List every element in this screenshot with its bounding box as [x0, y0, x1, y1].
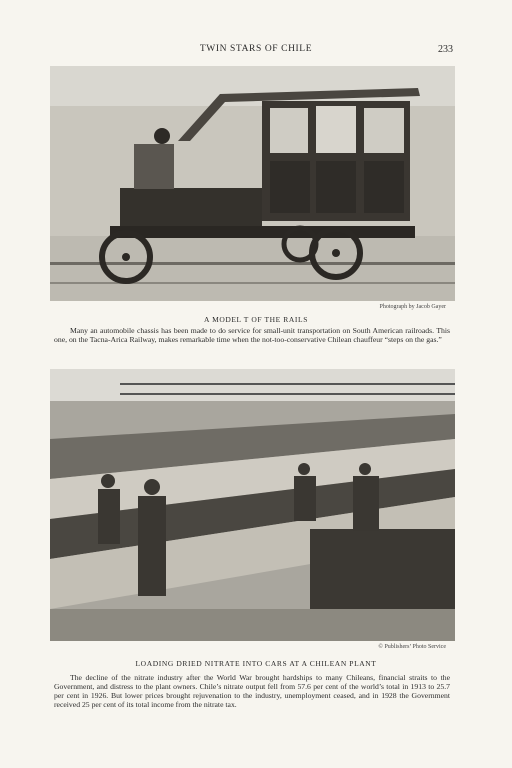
page-header [0, 44, 512, 58]
caption-title-1: A MODEL T OF THE RAILS [204, 315, 308, 324]
nitrate-plant-illustration [50, 369, 455, 641]
caption-body-2: The decline of the nitrate industry after the World War brought hardships to many Chileans, financial straits to the Government, and distress to the plant owners. Chile’s nitrate output fell from 57.6 per cent of the world’s total in 1913 to 25.7 per cent in 1926. But lower prices brought rejuvenation to the industry, unemployment ceased, and in 1928 the Government received 25 per cent of its total income from the nitrate tax. [54, 673, 450, 709]
photo-credit-2: © Publishers’ Photo Service [378, 644, 446, 650]
running-title: TWIN STARS OF CHILE [199, 44, 313, 54]
rail-car-illustration [50, 66, 455, 301]
photo-nitrate-plant [50, 369, 455, 641]
photo-rail-car [50, 66, 455, 301]
caption-body-1: Many an automobile chassis has been made to do service for small-unit transportation on South American railroads. This one, on the Tacna-Arica Railway, makes remarkable time when the not-too-conservative Chilean chauffeur “steps on the gas.” [54, 326, 450, 344]
photo-credit-1: Photograph by Jacob Gayer [379, 304, 446, 310]
page-number: 233 [438, 44, 453, 55]
caption-title-2: LOADING DRIED NITRATE INTO CARS AT A CHILEAN PLANT [135, 659, 377, 668]
